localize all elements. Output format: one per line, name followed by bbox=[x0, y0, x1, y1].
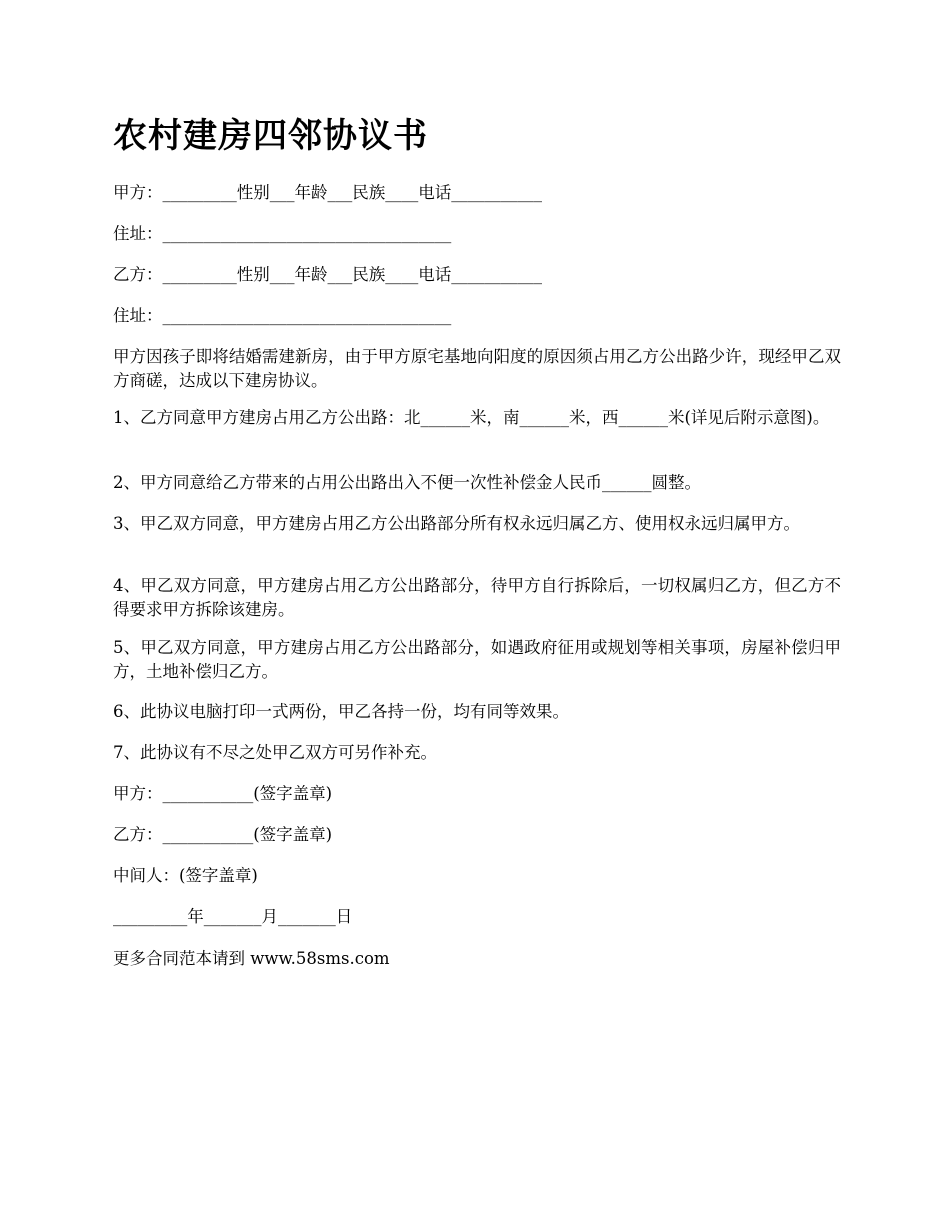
document-title: 农村建房四邻协议书 bbox=[113, 116, 428, 156]
signature-party-a: 甲方：___________(签字盖章) bbox=[113, 784, 333, 803]
intro-paragraph: 甲方因孩子即将结婚需建新房，由于甲方原宅基地向阳度的原因须占用乙方公出路少许，现经甲乙双方商磋，达成以下建房协议。 bbox=[113, 347, 841, 390]
clause-1: 1、乙方同意甲方建房占用乙方公出路：北______米，南______米，西______米(详见后附示意图)。 bbox=[113, 408, 830, 427]
signature-middleman: 中间人：(签字盖章) bbox=[113, 866, 258, 885]
clause-4: 4、甲乙双方同意，甲方建房占用乙方公出路部分，待甲方自行拆除后，一切权属归乙方，但乙方不得要求甲方拆除该建房。 bbox=[113, 576, 841, 619]
party-b-info-line: 乙方：_________性别___年龄___民族____电话___________ bbox=[113, 265, 542, 284]
clause-2: 2、甲方同意给乙方带来的占用公出路出入不便一次性补偿金人民币______圆整。 bbox=[113, 473, 701, 492]
footer-note: 更多合同范本请到 www.58sms.com bbox=[113, 949, 390, 968]
clause-6: 6、此协议电脑打印一式两份，甲乙各持一份，均有同等效果。 bbox=[113, 702, 569, 721]
party-a-address-line: 住址：___________________________________ bbox=[113, 224, 452, 243]
signature-party-b: 乙方：___________(签字盖章) bbox=[113, 825, 333, 844]
clause-3: 3、甲乙双方同意，甲方建房占用乙方公出路部分所有权永远归属乙方、使用权永远归属甲方。 bbox=[113, 514, 800, 533]
party-a-info-line: 甲方：_________性别___年龄___民族____电话___________ bbox=[113, 183, 542, 202]
clause-5: 5、甲乙双方同意，甲方建房占用乙方公出路部分，如遇政府征用或规划等相关事项，房屋补偿归甲方，土地补偿归乙方。 bbox=[113, 638, 841, 681]
party-b-address-line: 住址：___________________________________ bbox=[113, 306, 452, 325]
date-line: _________年_______月_______日 bbox=[113, 907, 353, 926]
clause-7: 7、此协议有不尽之处甲乙双方可另作补充。 bbox=[113, 743, 437, 762]
